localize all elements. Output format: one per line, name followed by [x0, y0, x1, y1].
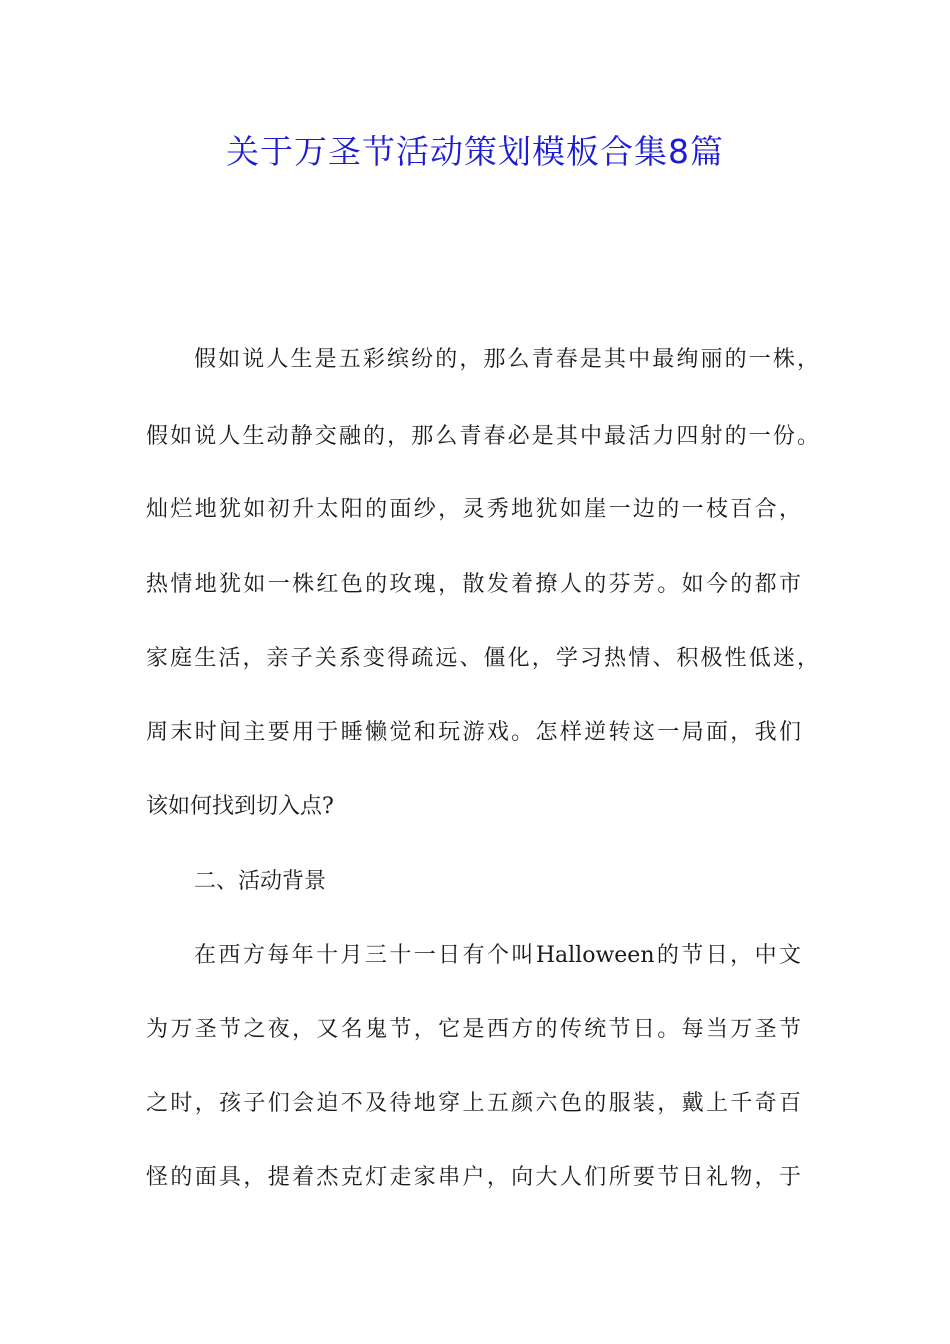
paragraph-line: 灿烂地犹如初升太阳的面纱，灵秀地犹如崖一边的一枝百合， [146, 497, 801, 522]
paragraph-line: 周末时间主要用于睡懒觉和玩游戏。怎样逆转这一局面，我们 [146, 720, 801, 745]
paragraph-line: 为万圣节之夜，又名鬼节，它是西方的传统节日。每当万圣节 [146, 1017, 801, 1042]
paragraph-line: 之时，孩子们会迫不及待地穿上五颜六色的服装，戴上千奇百 [146, 1091, 801, 1116]
paragraph-line: 怪的面具，提着杰克灯走家串户，向大人们所要节日礼物，于 [146, 1165, 801, 1190]
paragraph-line: 假如说人生是五彩缤纷的，那么青春是其中最绚丽的一株， [194, 347, 819, 372]
paragraph-line: 该如何找到切入点? [146, 794, 334, 819]
paragraph-line: 家庭生活，亲子关系变得疏远、僵化，学习热情、积极性低迷， [146, 646, 819, 671]
section-heading: 二、活动背景 [194, 869, 327, 894]
paragraph-line: 热情地犹如一株红色的玫瑰，散发着撩人的芬芳。如今的都市 [146, 572, 801, 597]
paragraph-line: 在西方每年十月三十一日有个叫Halloween的节日，中文 [194, 943, 801, 968]
document-title: 关于万圣节活动策划模板合集8篇 [226, 132, 724, 171]
paragraph-line: 假如说人生动静交融的，那么青春必是其中最活力四射的一份。 [146, 424, 819, 449]
